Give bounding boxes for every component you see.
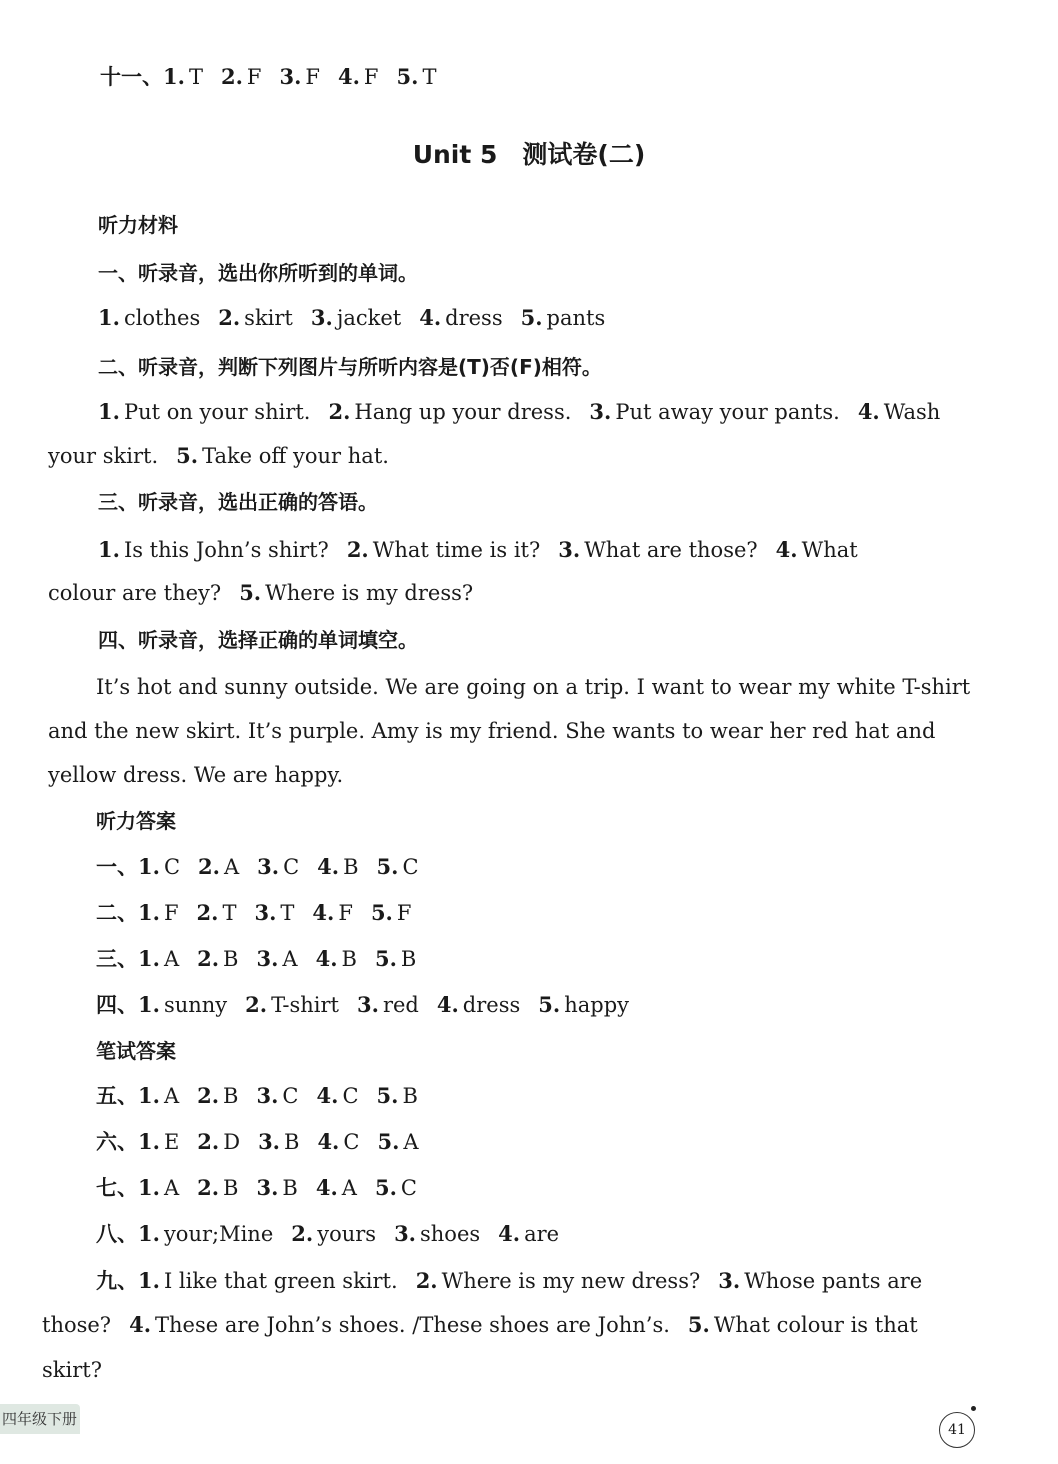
answer-row-eleven [0,62,1058,92]
item-number: 1. [138,1129,160,1154]
item-answer: B [402,1084,418,1108]
answer-item [138,1173,179,1203]
answer-item [317,852,358,882]
question-3-line-1 [0,535,1058,565]
item-number: 3. [256,1083,279,1108]
answer-item [138,944,179,974]
item-answer: T [222,901,237,925]
item-answer: F [363,65,379,89]
passage-line-1: It’s hot and sunny outside. We are going on a trip. I want to wear my white T-shirt [96,675,971,699]
item-number: 4. [317,1129,340,1154]
item-answer: Where is my new dress? [441,1269,701,1293]
answer-item [377,852,419,882]
item-number: 2. [291,1221,314,1246]
answer-item [328,397,571,427]
item-answer: red [382,993,419,1017]
answer-row [0,898,1058,928]
answer-item [245,990,339,1020]
item-number: 3. [718,1268,741,1293]
item-number: 1. [98,399,120,424]
answer-item [317,1127,359,1157]
answer-item [416,1266,701,1296]
item-answer: happy [564,993,629,1017]
item-number: 5. [376,1083,399,1108]
answer-row [0,990,1058,1020]
item-number: 2. [198,854,220,879]
answer-item [437,990,520,1020]
answer-row [0,1127,1058,1157]
answer-item [198,852,239,882]
item-answer: C [283,855,300,879]
grade-tab: 四年级下册 [0,1404,80,1434]
item-number: 5. [176,443,199,468]
item-answer: T [280,901,295,925]
answer-item [558,535,757,565]
answer-item [258,1127,299,1157]
question-heading-3: 三、听录音，选出正确的答语。 [98,490,378,514]
item-number: 4. [315,946,338,971]
answer-item [239,578,473,608]
answer-item [397,62,437,92]
item-answer: sunny [163,993,228,1017]
item-answer: Hang up your dress. [354,400,572,424]
item-answer: C [342,1084,359,1108]
answer-item [375,1173,417,1203]
item-answer: B [341,947,357,971]
item-answer: B [282,1176,298,1200]
item-answer: C [343,1130,360,1154]
answer-item [291,1219,376,1249]
item-number: 1. [138,1175,160,1200]
answer-item [138,852,180,882]
item-number: 2. [328,399,351,424]
item-number: 4. [498,1221,521,1246]
item-answer: I like that green skirt. [163,1269,398,1293]
answer-item [375,944,416,974]
item-number: 4. [129,1312,152,1337]
answer-item [163,62,203,92]
item-number: 5. [520,305,543,330]
question-2-line-1 [0,397,1058,427]
row-marker: 八、 [96,1222,138,1246]
question-heading-2: 二、听录音，判断下列图片与所听内容是(T)否(F)相符。 [98,355,602,379]
answer-item [176,441,389,471]
question-3-line-2 [0,578,1058,608]
item-answer: F [246,65,262,89]
answer-item [138,1266,398,1296]
item-answer: B [223,1176,239,1200]
item-number: 5. [396,64,419,89]
row-marker: 六、 [96,1130,138,1154]
item-number: 5. [374,946,397,971]
row-marker: 五、 [96,1084,138,1108]
answer-item [221,62,262,92]
answer-item [311,303,401,333]
answer-item [257,852,299,882]
item-answer: C [163,855,181,879]
row-marker: 三、 [96,947,138,971]
answer-row [0,1219,1058,1249]
answer-item [538,990,629,1020]
answer-row-nine-line-2 [0,1310,1058,1340]
answer-item [138,990,227,1020]
answer-item [256,1081,298,1111]
answer-item [98,535,329,565]
item-number: 3. [257,854,280,879]
answer-item [98,397,310,427]
item-number: 3. [256,946,279,971]
item-answer: B [223,1084,239,1108]
item-answer: pants [546,306,606,330]
item-answer: T [188,65,203,89]
item-answer: B [343,855,359,879]
item-answer: B [284,1130,300,1154]
row-marker: 四、 [96,993,138,1017]
item-number: 1. [138,992,160,1017]
item-answer: T-shirt [271,993,339,1017]
item-number: 1. [98,537,120,562]
item-answer: What are those? [584,538,758,562]
answer-item [316,944,357,974]
row-marker: 十一、 [100,65,163,89]
item-number: 3. [254,900,277,925]
question-heading-4: 四、听录音，选择正确的单词填空。 [98,628,418,652]
answer-item [254,898,294,928]
answer-item [129,1310,670,1340]
answer-item [197,944,238,974]
item-number: 2. [220,64,243,89]
page-number: 41 [939,1412,975,1448]
question-heading-1: 一、听录音，选出你所听到的单词。 [98,261,418,285]
item-number: 1. [138,900,160,925]
answer-item [256,1173,297,1203]
item-number: 2. [197,1129,220,1154]
answer-item [377,1127,418,1157]
answer-item [377,1081,418,1111]
section-heading-written-answers: 笔试答案 [96,1039,176,1063]
item-answer: Is this John’s shirt? [123,538,329,562]
item-answer: B [223,947,239,971]
item-answer: F [163,901,179,925]
item-number: 2. [197,946,220,971]
item-answer: Wash [883,400,941,424]
answer-item [312,898,353,928]
item-answer: are [524,1222,560,1246]
item-answer: A [403,1130,419,1154]
item-answer: C [402,855,419,879]
item-number: 1. [163,64,185,89]
item-number: 3. [558,537,581,562]
answer-item [589,397,839,427]
question-1-items [0,303,1058,333]
answer-item [718,1266,922,1296]
answer-item [498,1219,559,1249]
item-number: 4. [419,305,442,330]
item-answer: Where is my dress? [265,581,474,605]
item-answer: What time is it? [372,538,541,562]
answer-row [0,852,1058,882]
answer-item [197,1081,238,1111]
item-answer: Put on your shirt. [123,400,311,424]
answer-item [371,898,412,928]
page-title: Unit 5 测试卷(二) [412,140,646,169]
item-number: 4. [317,854,340,879]
item-answer: A [223,855,240,879]
item-answer: B [400,947,417,971]
item-number: 4. [315,1175,338,1200]
item-answer: C [282,1084,299,1108]
item-answer: A [163,1084,180,1108]
answer-item [138,1081,179,1111]
item-number: 5. [370,900,393,925]
row-marker: 二、 [96,901,138,925]
line-continuation: your skirt. [48,444,159,468]
answer-item [394,1219,480,1249]
item-number: 5. [687,1312,710,1337]
answer-item [197,1173,238,1203]
item-answer: yours [317,1222,377,1246]
answer-item [316,1173,357,1203]
item-answer: skirt [244,306,293,330]
item-number: 4. [337,64,360,89]
item-answer: A [163,1176,180,1200]
item-number: 5. [377,1129,400,1154]
question-2-line-2 [0,441,1058,471]
answer-item [317,1081,359,1111]
page-number-dot [971,1406,976,1411]
item-answer: What [801,538,858,562]
line-continuation: those? [42,1313,112,1337]
item-number: 3. [279,64,302,89]
item-number: 1. [138,946,160,971]
item-answer: D [223,1130,241,1154]
item-answer: Whose pants are [744,1269,923,1293]
passage-line-2: and the new skirt. It’s purple. Amy is my friend. She wants to wear her red hat and [48,719,936,743]
item-answer: F [338,901,353,925]
item-number: 4. [775,537,798,562]
answer-item [138,898,179,928]
item-number: 2. [346,537,369,562]
answer-item [419,303,502,333]
row-marker: 一、 [96,855,138,879]
item-number: 1. [98,305,120,330]
answer-item [197,1127,240,1157]
answer-row [0,1173,1058,1203]
item-answer: A [282,947,298,971]
row-marker: 七、 [96,1176,138,1200]
item-number: 2. [196,900,219,925]
answer-item [688,1310,918,1340]
item-answer: F [305,65,320,89]
item-number: 1. [138,854,160,879]
item-answer: C [400,1176,417,1200]
item-number: 3. [256,1175,279,1200]
item-answer: Take off your hat. [202,444,389,468]
item-number: 2. [245,992,268,1017]
answer-item [138,1127,179,1157]
item-number: 4. [312,900,335,925]
answer-row [0,1081,1058,1111]
answer-item [256,944,297,974]
item-answer: A [163,947,180,971]
item-number: 4. [857,399,880,424]
item-answer: your;Mine [163,1222,274,1246]
item-number: 5. [538,992,561,1017]
item-number: 1. [138,1083,160,1108]
section-heading-listening-material: 听力材料 [98,213,178,237]
answer-item [347,535,540,565]
answer-item [279,62,320,92]
item-answer: What colour is that [713,1313,918,1337]
item-number: 5. [376,854,399,879]
item-number: 2. [197,1175,220,1200]
row-marker: 九、 [96,1269,138,1293]
answer-row [0,944,1058,974]
answer-item [98,303,200,333]
answer-item [521,303,606,333]
answer-row-nine-line-1 [0,1266,1058,1296]
item-answer: shoes [420,1222,481,1246]
item-answer: dress [445,306,503,330]
item-answer: These are John’s shoes. /These shoes are John’s. [155,1313,670,1337]
item-number: 2. [197,1083,220,1108]
section-heading-listening-answers: 听力答案 [96,809,176,833]
answer-item [776,535,858,565]
answer-item [197,898,237,928]
item-number: 3. [589,399,612,424]
answer-item [357,990,419,1020]
item-number: 3. [258,1129,280,1154]
item-answer: jacket [336,306,402,330]
item-number: 5. [374,1175,397,1200]
item-answer: T [422,65,437,89]
item-number: 3. [357,992,379,1017]
item-number: 3. [310,305,333,330]
line-continuation: colour are they? [48,581,222,605]
item-answer: A [341,1176,357,1200]
passage-line-3: yellow dress. We are happy. [48,763,344,787]
answer-item [138,1219,273,1249]
item-answer: E [163,1130,180,1154]
item-number: 2. [415,1268,438,1293]
item-answer: Put away your pants. [615,400,840,424]
item-number: 2. [218,305,241,330]
item-number: 4. [436,992,459,1017]
item-number: 5. [239,580,262,605]
item-number: 3. [394,1221,416,1246]
item-number: 1. [138,1268,160,1293]
item-answer: dress [462,993,521,1017]
item-answer: clothes [123,306,201,330]
item-answer: F [396,901,412,925]
answer-item [218,303,293,333]
item-number: 1. [138,1221,160,1246]
answer-row-nine-line-3: skirt? [42,1358,102,1382]
answer-item [858,397,941,427]
item-number: 4. [316,1083,339,1108]
answer-item [338,62,379,92]
